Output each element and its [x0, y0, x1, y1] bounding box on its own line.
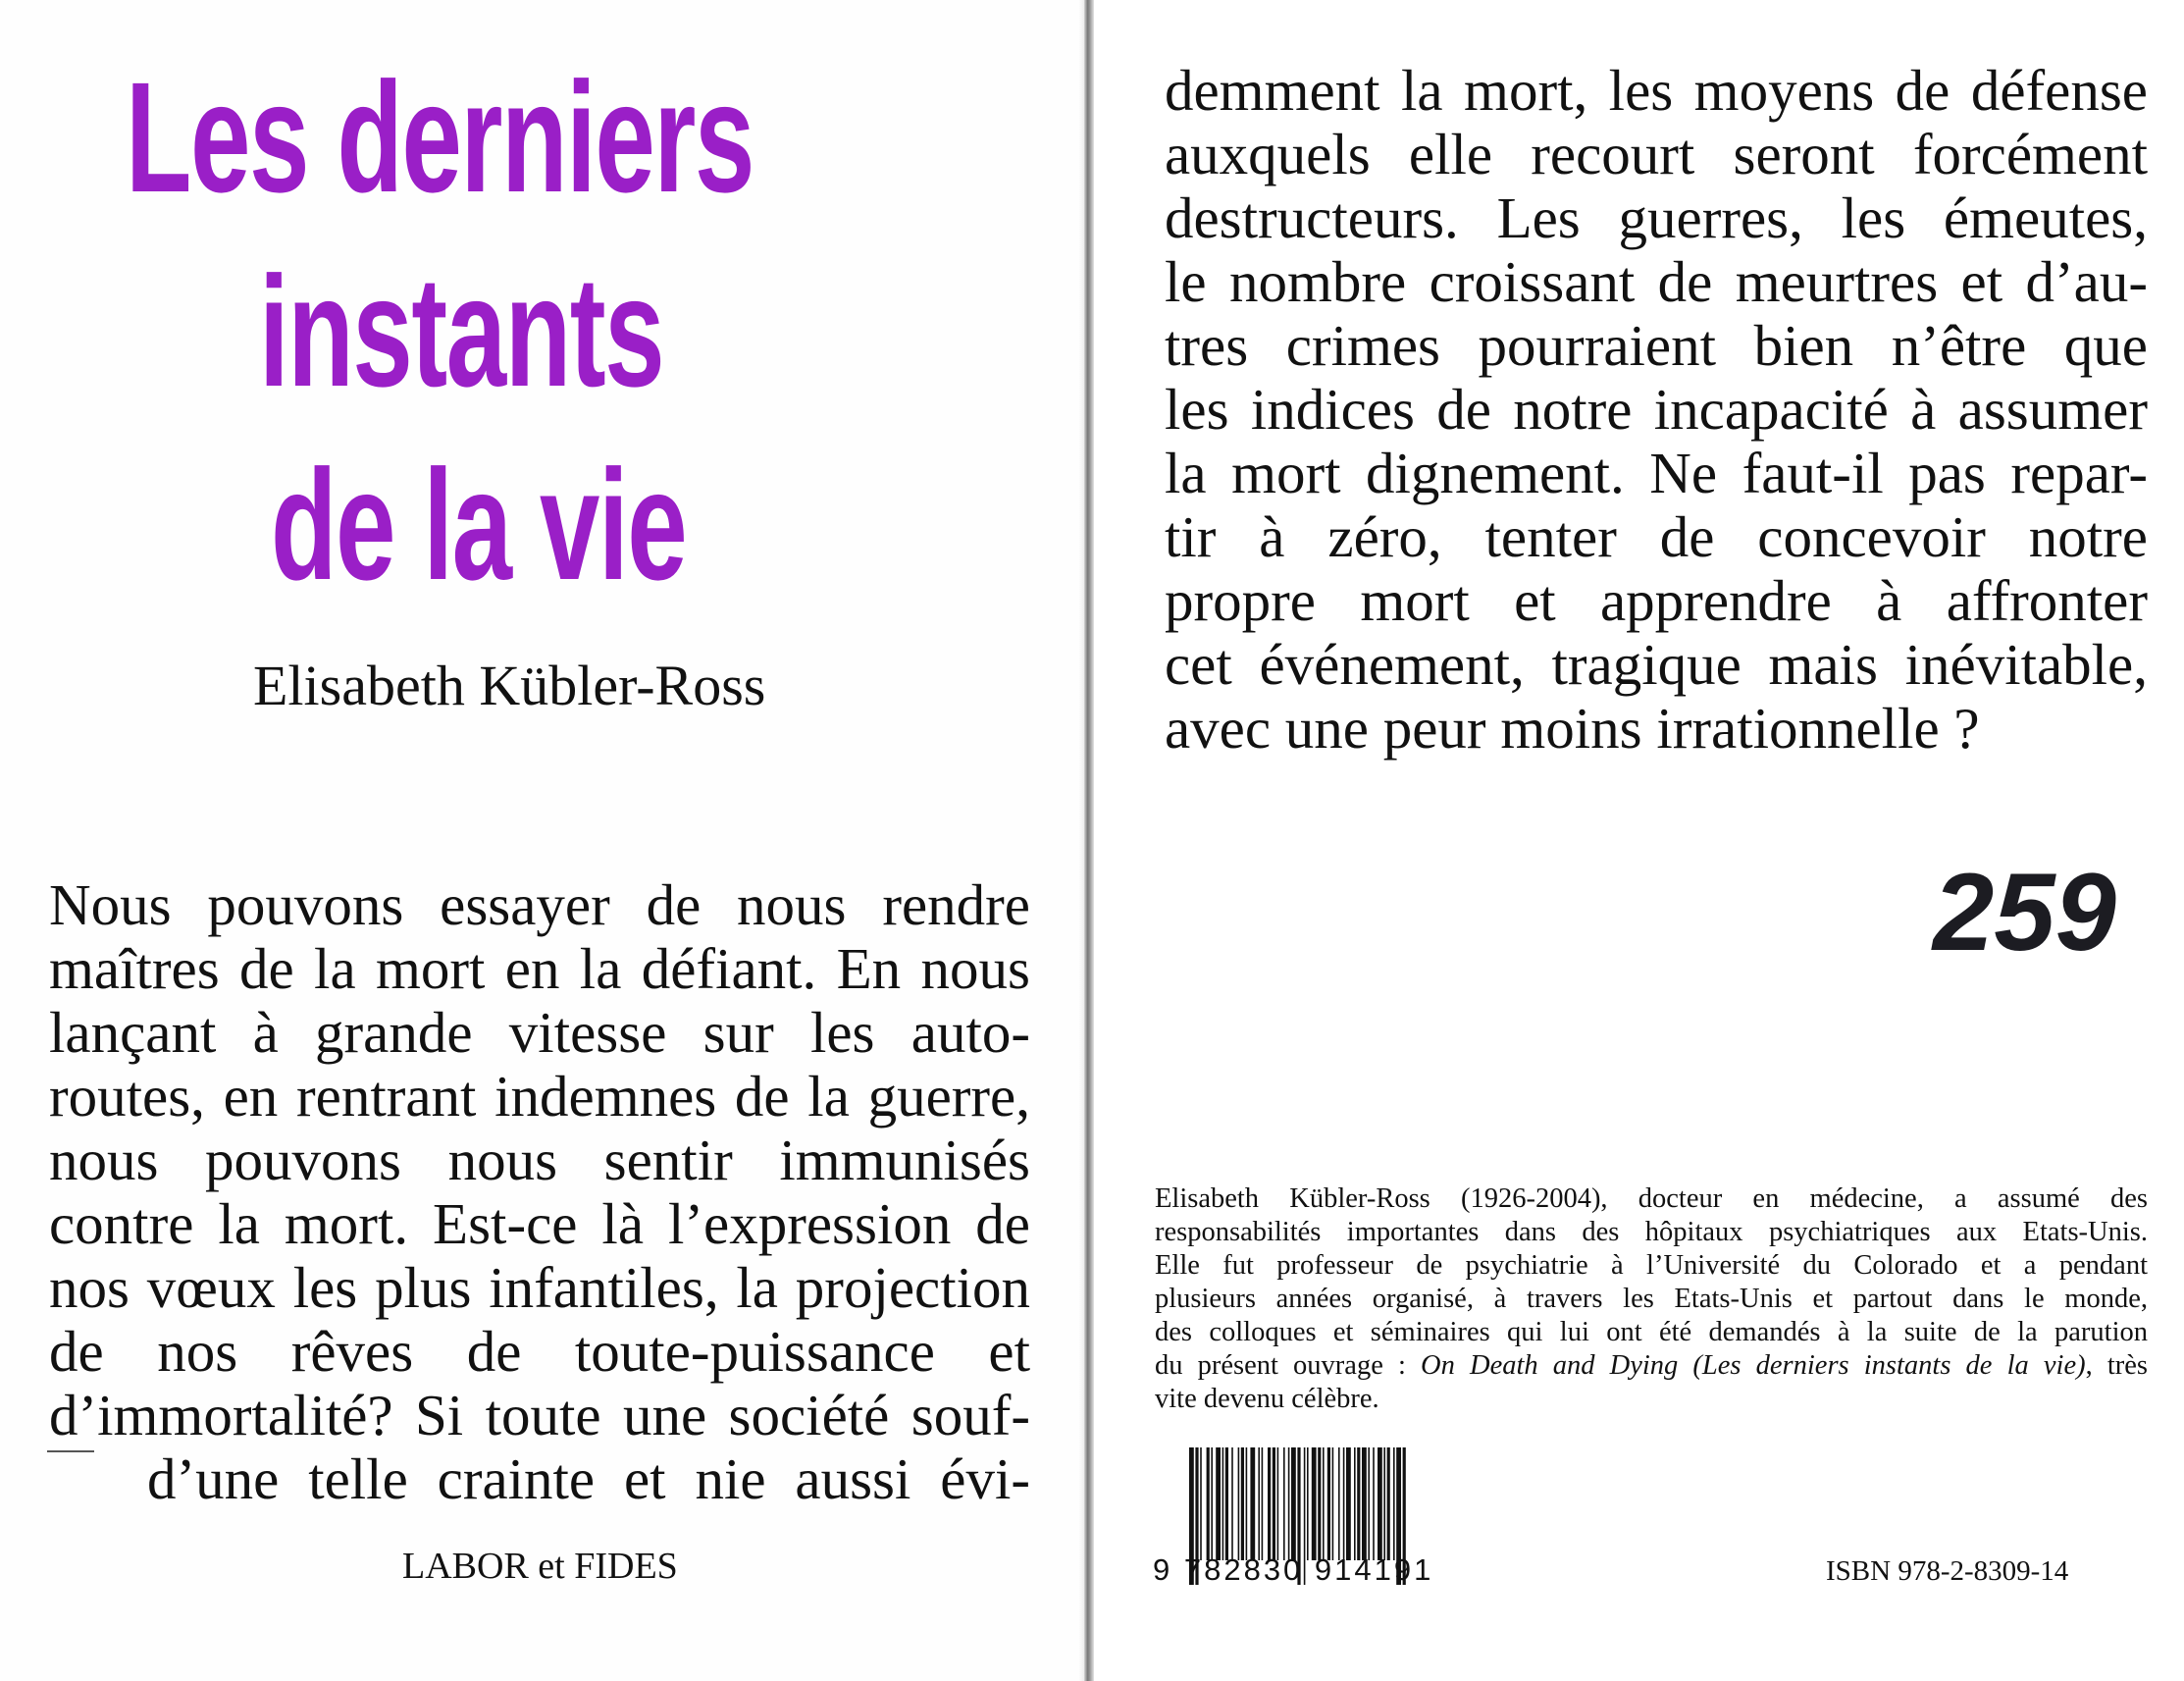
- barcode-bar: [1238, 1447, 1240, 1560]
- bio-line: Elisabeth Kübler-Ross (1926-2004), docteur en médecine, a assumé des: [1155, 1183, 2148, 1214]
- front-cover: [0, 0, 1084, 1681]
- barcode-bar: [1216, 1447, 1221, 1560]
- barcode-bar: [1393, 1447, 1395, 1560]
- barcode-bar: [1222, 1447, 1224, 1560]
- barcode-bar: [1312, 1447, 1317, 1560]
- back-excerpt-line: auxquels elle recourt seront forcément: [1165, 122, 2148, 186]
- barcode-bar: [1373, 1447, 1375, 1560]
- barcode-bar: [1211, 1447, 1213, 1560]
- bio-line: des colloques et séminaires qui lui ont été demandés à la suite de la parution: [1155, 1317, 2148, 1347]
- barcode-bar: [1387, 1447, 1390, 1560]
- scan-mark: [47, 1450, 94, 1452]
- barcode-bar: [1323, 1447, 1325, 1560]
- barcode-bar: [1327, 1447, 1330, 1560]
- original-title: On Death and Dying (Les derniers instants de la vie): [1421, 1350, 2086, 1381]
- publisher-name: LABOR et FIDES: [402, 1546, 678, 1587]
- barcode-bar: [1200, 1447, 1202, 1560]
- back-excerpt-line: demment la mort, les moyens de défense: [1165, 58, 2148, 123]
- back-excerpt-line: la mort dignement. Ne faut-il pas repar-: [1165, 441, 2148, 505]
- bio-line: vite devenu célèbre.: [1155, 1384, 1379, 1414]
- barcode-bar: [1277, 1447, 1279, 1560]
- barcode-bar: [1262, 1447, 1264, 1560]
- back-excerpt-line: avec une peur moins irrationnelle ?: [1165, 696, 1980, 761]
- barcode-bar: [1357, 1447, 1360, 1560]
- barcode-bar: [1225, 1447, 1228, 1560]
- front-excerpt-line: nos vœux les plus infantiles, la projection: [49, 1255, 1030, 1320]
- barcode-digits: 9 782830 914191: [1153, 1552, 1434, 1587]
- front-excerpt-line: d’une telle crainte et nie aussi évi-: [147, 1446, 1030, 1511]
- bio-text: , très: [2085, 1350, 2148, 1381]
- series-number: 259: [1933, 851, 2116, 973]
- bio-line: responsabilités importantes dans des hôpitaux psychiatriques aux Etats-Unis.: [1155, 1217, 2148, 1247]
- isbn-number: ISBN 978-2-8309-14: [1826, 1555, 2069, 1587]
- back-excerpt-line: tir à zéro, tenter de concevoir notre: [1165, 504, 2148, 569]
- author-bio: [1155, 1182, 2148, 1416]
- front-excerpt: [49, 873, 1030, 1511]
- front-excerpt-line: d’immortalité? Si toute une société souf-: [49, 1383, 1030, 1447]
- front-excerpt-line: nous pouvons nous sentir immunisés: [49, 1128, 1030, 1192]
- book-title-line-2: instants: [259, 243, 664, 419]
- book-spine: [1084, 0, 1094, 1681]
- barcode-bar: [1383, 1447, 1385, 1560]
- barcode-bar: [1291, 1447, 1296, 1560]
- back-excerpt-line: cet événement, tragique mais inévitable,: [1165, 632, 2148, 697]
- barcode-bar: [1307, 1447, 1309, 1560]
- barcode-bar: [1246, 1447, 1248, 1560]
- barcode-bar: [1346, 1447, 1351, 1560]
- barcode-bar: [1241, 1447, 1244, 1560]
- front-excerpt-line: lançant à grande vitesse sur les auto-: [49, 1000, 1030, 1065]
- barcode-bar: [1368, 1447, 1370, 1560]
- bio-line-with-title: [1155, 1349, 2148, 1383]
- front-excerpt-line: Nous pouvons essayer de nous rendre: [49, 872, 1030, 937]
- back-cover: [1094, 0, 2184, 1681]
- barcode-bar: [1273, 1447, 1275, 1560]
- bio-line: Elle fut professeur de psychiatrie à l’Université du Colorado et a pendant: [1155, 1250, 2148, 1281]
- back-excerpt-line: le nombre croissant de meurtres et d’au-: [1165, 249, 2148, 314]
- front-excerpt-line: contre la mort. Est-ce là l’expression de: [49, 1191, 1030, 1256]
- barcode-bar: [1258, 1447, 1260, 1560]
- barcode-bar: [1338, 1447, 1340, 1560]
- barcode-bar: [1268, 1447, 1271, 1560]
- barcode-bar: [1378, 1447, 1382, 1560]
- barcode-bar: [1207, 1447, 1210, 1560]
- barcode-bar: [1288, 1447, 1290, 1560]
- front-excerpt-line: routes, en rentrant indemnes de la guerre,: [49, 1064, 1030, 1129]
- front-excerpt-line: maîtres de la mort en la défiant. En nous: [49, 936, 1030, 1001]
- bio-text: du présent ouvrage :: [1155, 1350, 1422, 1381]
- barcode-bar: [1318, 1447, 1321, 1560]
- back-excerpt-line: tres crimes pourraient bien n’être que: [1165, 313, 2148, 378]
- barcode-bar: [1283, 1447, 1285, 1560]
- back-excerpt-line: destructeurs. Les guerres, les émeutes,: [1165, 185, 2148, 250]
- barcode-bar: [1354, 1447, 1356, 1560]
- book-title-line-1: Les derniers: [126, 49, 754, 225]
- back-excerpt-line: les indices de notre incapacité à assumer: [1165, 377, 2148, 442]
- author-name: Elisabeth Kübler-Ross: [253, 654, 766, 717]
- barcode-bar: [1362, 1447, 1367, 1560]
- barcode-bar: [1343, 1447, 1345, 1560]
- barcode-bar: [1332, 1447, 1334, 1560]
- barcode-bar: [1231, 1447, 1233, 1560]
- bio-line: plusieurs années organisé, à travers les Etats-Unis et partout dans le monde,: [1155, 1284, 2148, 1314]
- front-excerpt-line: de nos rêves de toute-puissance et: [49, 1319, 1030, 1384]
- back-excerpt-line: propre mort et apprendre à affronter: [1165, 568, 2148, 633]
- back-excerpt: [1165, 59, 2148, 761]
- barcode-bar: [1250, 1447, 1255, 1560]
- book-title-line-3: de la vie: [271, 437, 687, 612]
